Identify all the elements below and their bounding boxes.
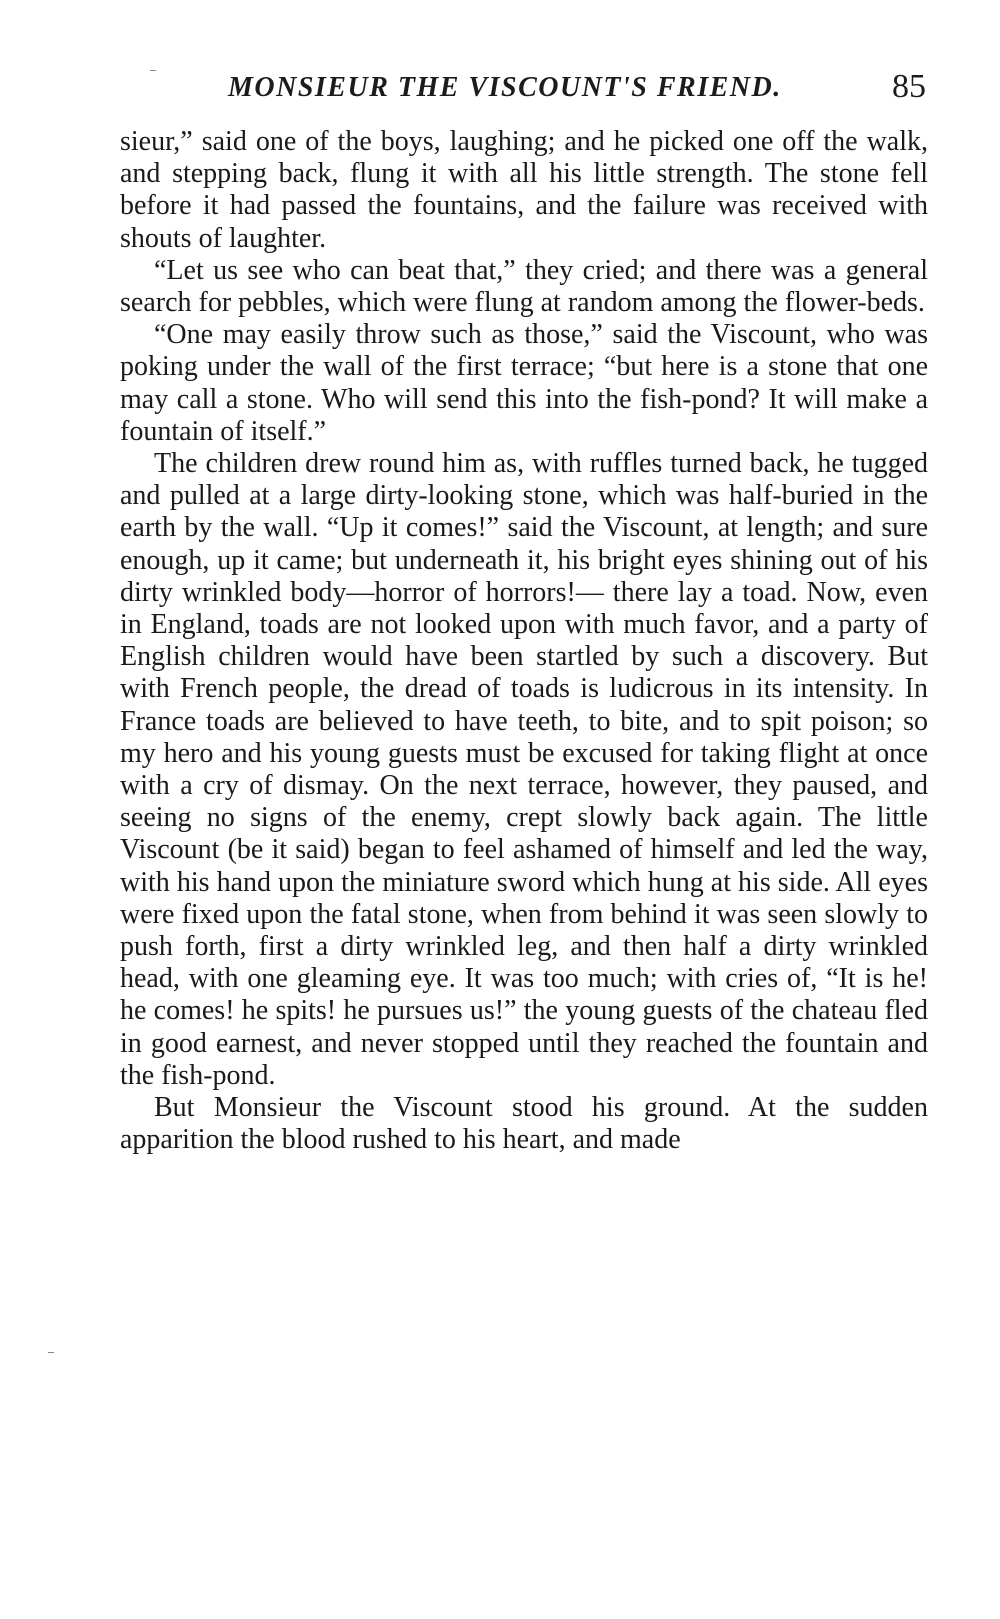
paragraph: “Let us see who can beat that,” they cried; and there was a general search for pebbles, which were flung at random among the flower-beds. [120, 254, 928, 319]
print-speck [150, 70, 156, 71]
print-speck [48, 1352, 54, 1353]
paragraph-continued: sieur,” said one of the boys, laughing; and he picked one off the walk, and stepping back, flung it with all his little strength. The stone fell before it had passed the fountains, and the failure was received with shouts of laughter. [120, 126, 928, 254]
paragraph: The children drew round him as, with ruffles turned back, he tugged and pulled at a large dirty-looking stone, which was half-buried in the earth by the wall. “Up it comes!” said the Viscount, at length; and sure enough, up it came; but underneath it, his bright eyes shining out of his dirty wrinkled body—horror of horrors!— there lay a toad. Now, even in England, toads are not looked upon with much favor, and a party of English children would have been startled by such a discovery. But with French people, the dread of toads is ludicrous in its intensity. In France toads are believed to have teeth, to bite, and to spit poison; so my hero and his young guests must be excused for taking flight at once with a cry of dismay. On the next terrace, however, they paused, and seeing no signs of the enemy, crept slowly back again. The little Viscount (be it said) began to feel ashamed of himself and led the way, with his hand upon the miniature sword which hung at his side. All eyes were fixed upon the fatal stone, when from behind it was seen slowly to push forth, first a dirty wrinkled leg, and then half a dirty wrinkled head, with one gleaming eye. It was too much; with cries of, “It is he! he comes! he spits! he pursues us!” the young guests of the chateau fled in good earnest, and never stopped until they reached the fountain and the fish-pond. [120, 448, 928, 1091]
running-head [120, 68, 928, 114]
paragraph: “One may easily throw such as those,” said the Viscount, who was poking under the wall of the first terrace; “but here is a stone that one may call a stone. Who will send this into the fish-pond? It will make a fountain of itself.” [120, 319, 928, 447]
page-number: 85 [892, 68, 926, 105]
paragraph: But Monsieur the Viscount stood his ground. At the sudden apparition the blood rushed to his heart, and made [120, 1092, 928, 1156]
book-page [120, 68, 928, 1157]
running-title: MONSIEUR THE VISCOUNT'S FRIEND. [228, 72, 782, 103]
body-text [120, 126, 928, 1157]
